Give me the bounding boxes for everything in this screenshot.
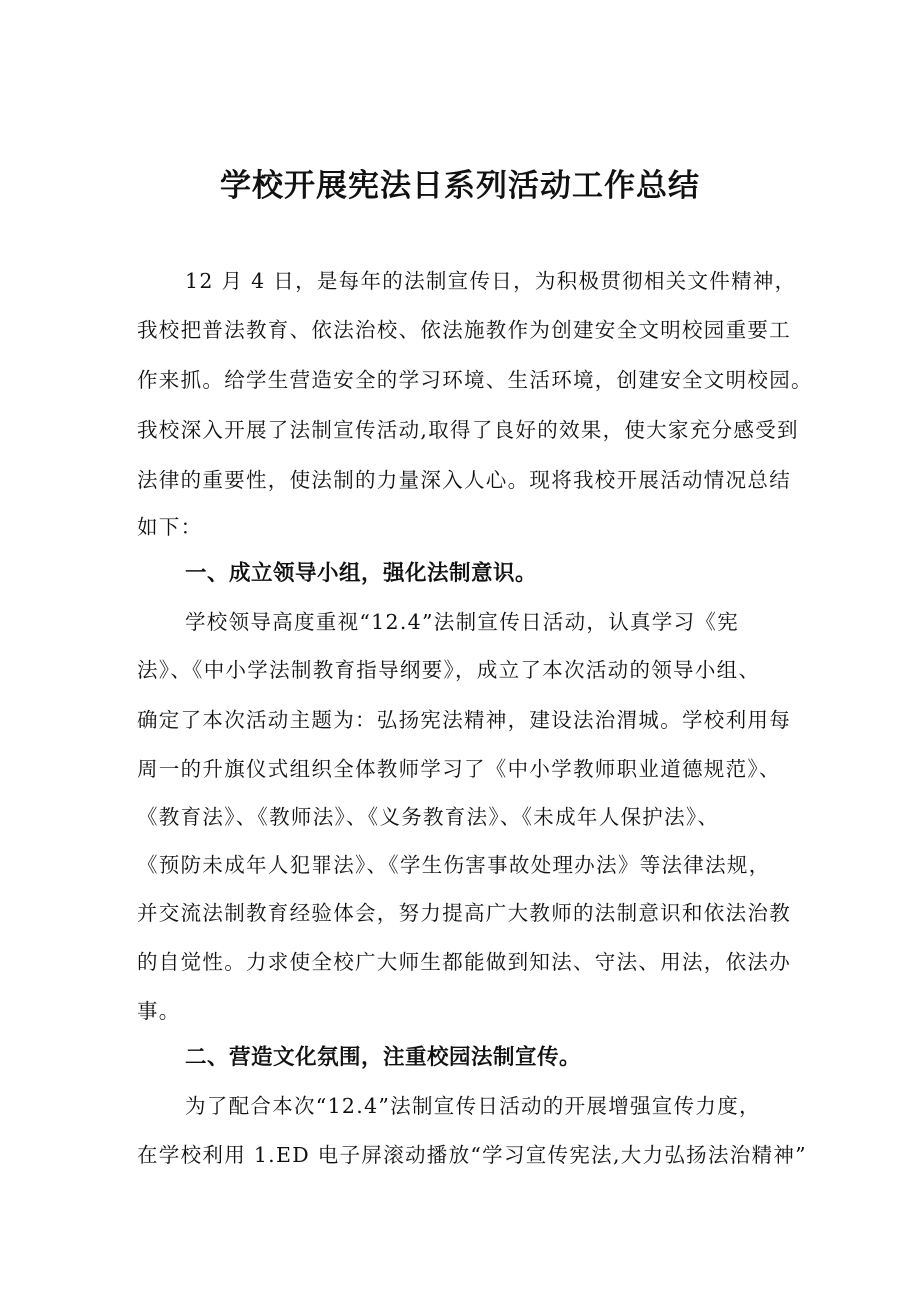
document-title: 学校开展宪法日系列活动工作总结: [220, 168, 700, 204]
paragraph-line: 《教育法》、《教师法》、《义务教育法》、《未成年人保护法》、: [137, 805, 720, 829]
paragraph-line: 并交流法制教育经验体会，努力提高广大教师的法制意识和依法治教: [137, 901, 791, 925]
paragraph-line: 我校深入开展了法制宣传活动,取得了良好的效果，使大家充分感受到: [137, 418, 799, 442]
section-heading: 二、营造文化氛围，注重校园法制宣传。: [185, 1045, 582, 1070]
paragraph-line: 我校把普法教育、依法治校、依法施教作为创建安全文明校园重要工: [137, 318, 791, 342]
paragraph-line: 12 月 4 日，是每年的法制宣传日，为积极贯彻相关文件精神，: [185, 269, 797, 293]
paragraph-line: 在学校利用 1.ED 电子屏滚动播放“学习宣传宪法,大力弘扬法治精神”: [137, 1143, 807, 1167]
paragraph-line: 《预防未成年人犯罪法》、《学生伤害事故处理办法》等法律法规，: [137, 853, 771, 877]
paragraph-line: 周一的升旗仪式组织全体教师学习了《中小学教师职业道德规范》、: [137, 757, 781, 781]
paragraph-line: 法律的重要性，使法制的力量深入人心。现将我校开展活动情况总结: [137, 468, 791, 492]
paragraph-line: 学校领导高度重视“12.4”法制宣传日活动，认真学习《宪: [185, 610, 740, 634]
section-heading: 一、成立领导小组，强化法制意识。: [185, 561, 538, 586]
paragraph-line: 作来抓。给学生营造安全的学习环境、生活环境，创建安全文明校园。: [137, 368, 813, 392]
paragraph-line: 法》、《中小学法制教育指导纲要》，成立了本次活动的领导小组、: [137, 658, 761, 682]
paragraph-line: 如下：: [137, 515, 203, 539]
paragraph-line: 确定了本次活动主题为：弘扬宪法精神，建设法治渭城。学校利用每: [137, 708, 791, 732]
paragraph-line: 的自觉性。力求使全校广大师生都能做到知法、守法、用法，依法办: [137, 950, 791, 974]
paragraph-line: 为了配合本次“12.4”法制宣传日活动的开展增强宣传力度，: [185, 1094, 761, 1118]
paragraph-line: 事。: [137, 999, 181, 1023]
